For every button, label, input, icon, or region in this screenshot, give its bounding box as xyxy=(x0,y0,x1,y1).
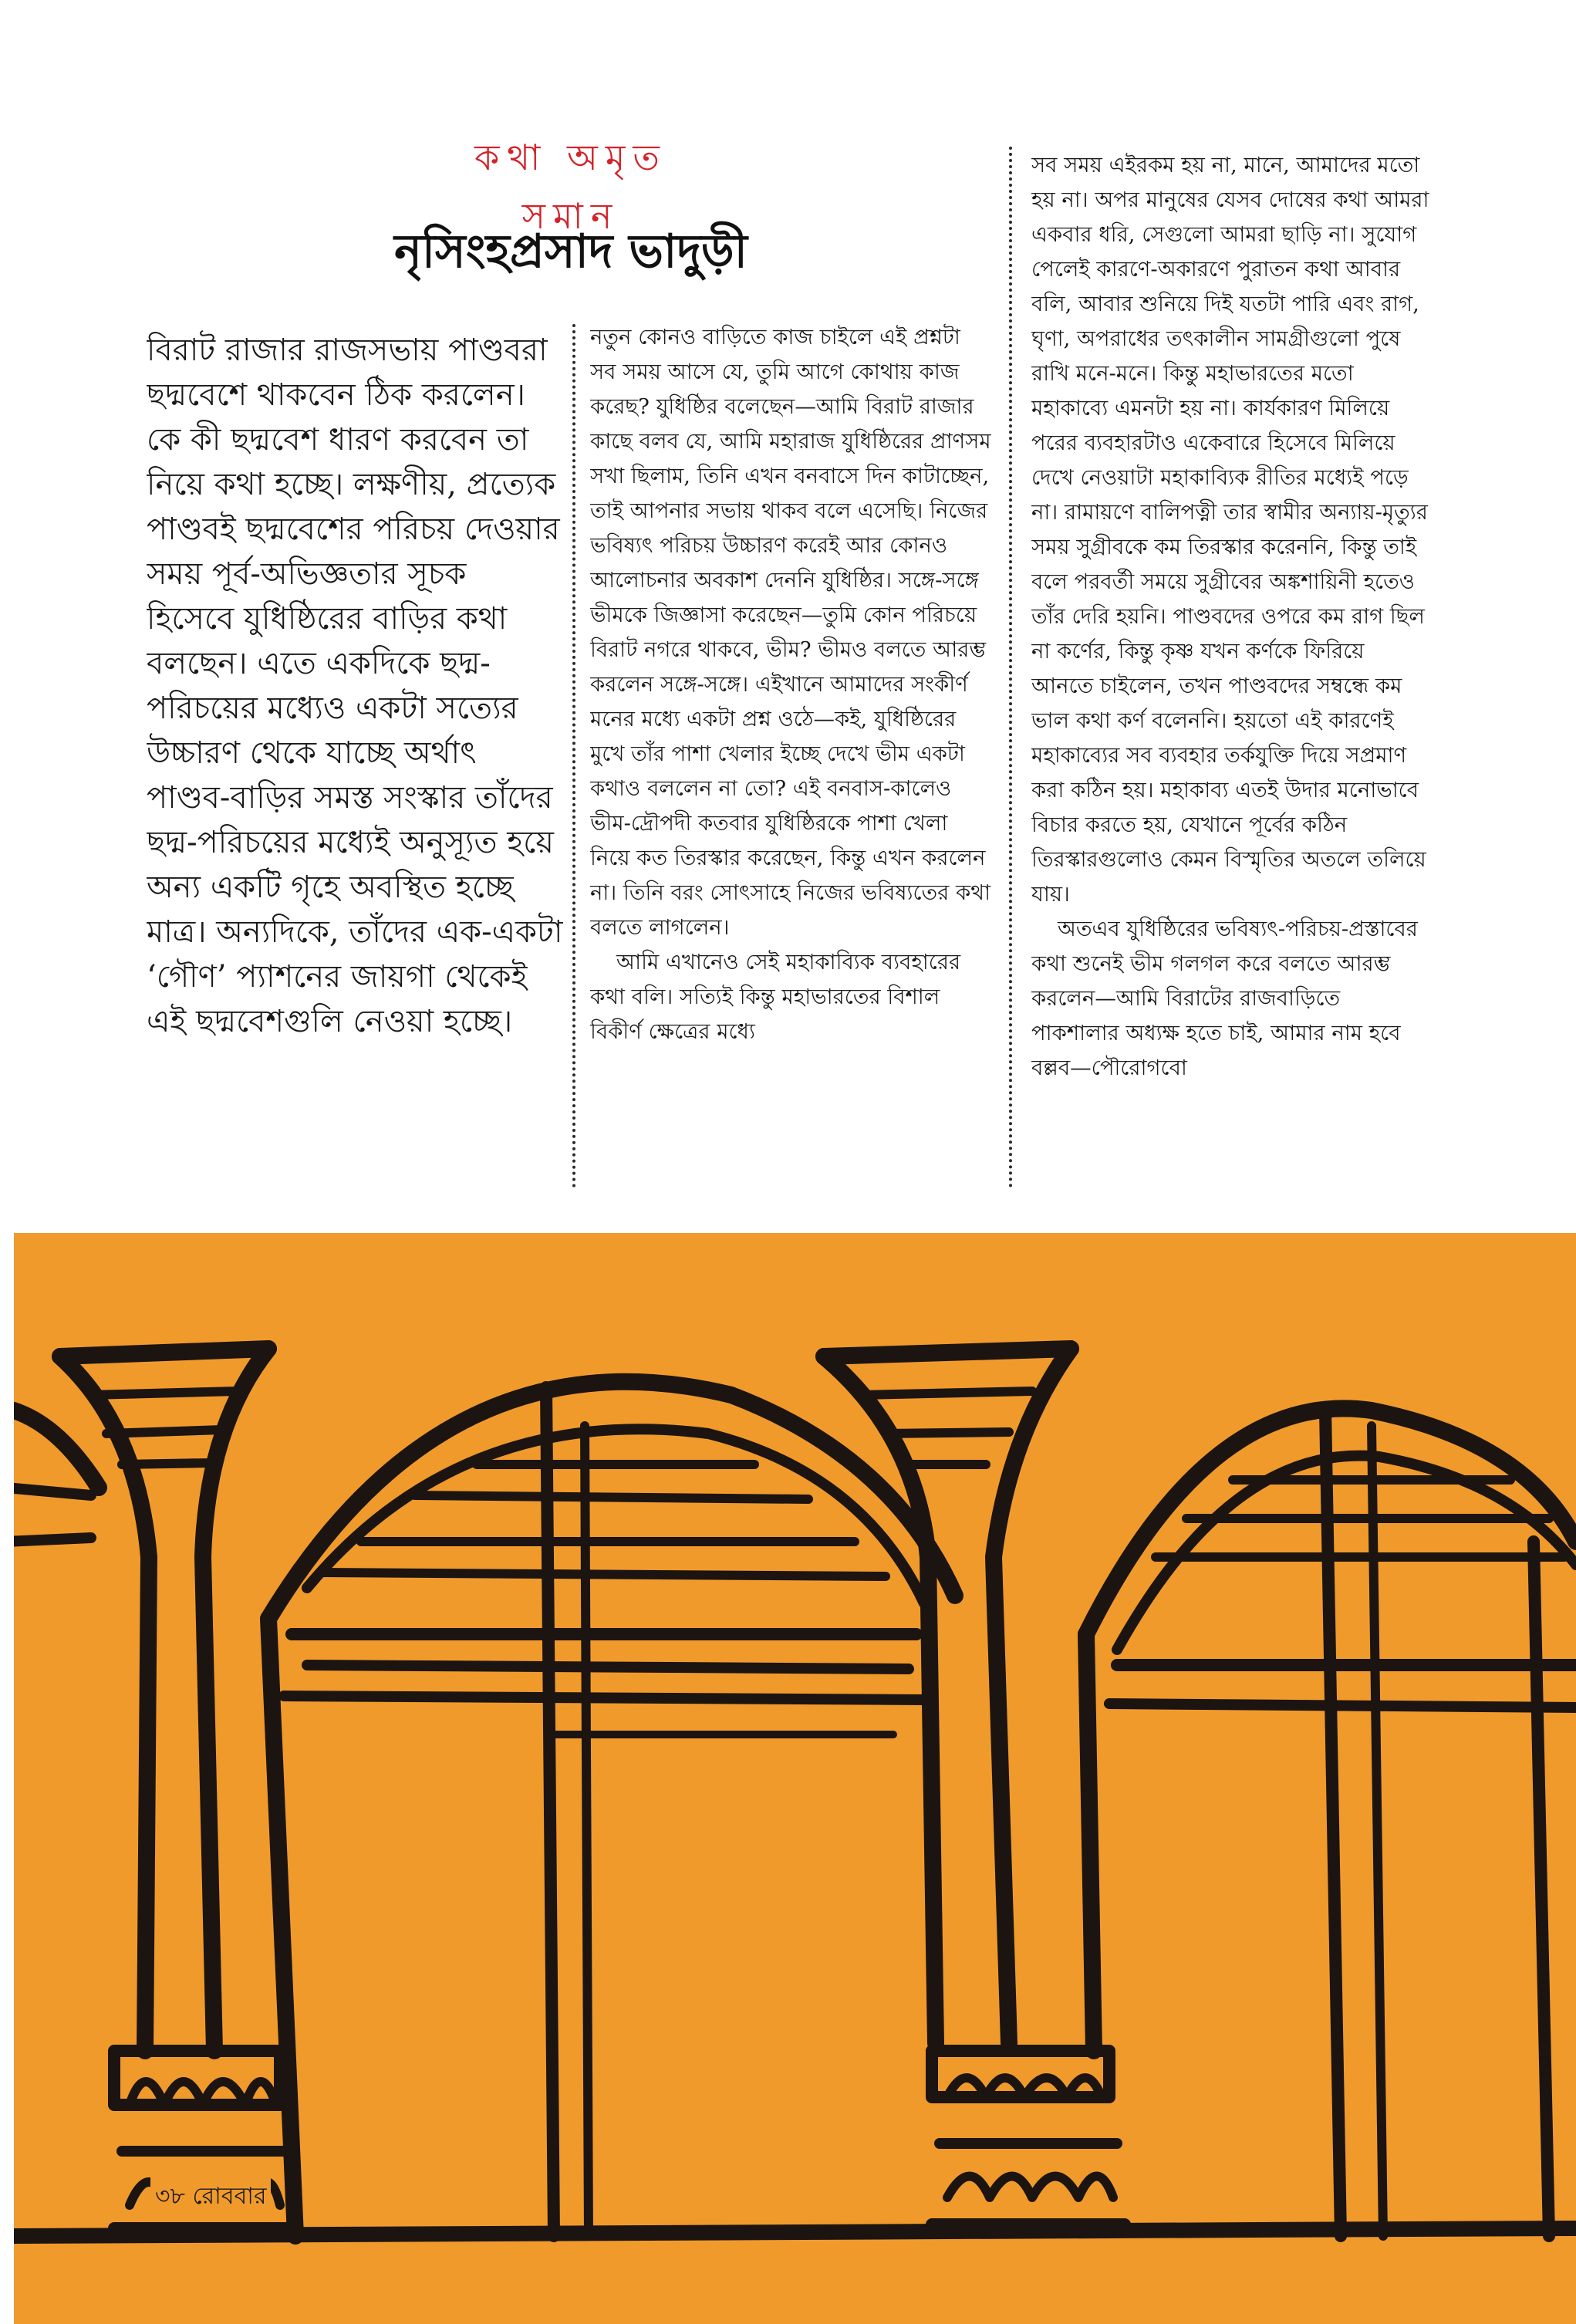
body-paragraph: সব সময় এইরকম হয় না, মানে, আমাদের মতো হয় না। অপর মানুষের যেসব দোষের কথা আমরা একবার ধরি, সেগুলো আমরা ছাড়ি না। সুযোগ পেলেই কারণে-অকারণে পুরাতন কথা আবার বলি, আবার শুনিয়ে দিই যতটা পারি এবং রাগ, ঘৃণা, অপরাধের তৎকালীন সামগ্রীগুলো পুষে রাখি মনে-মনে। কিন্তু মহাভারতের মতো মহাকাব্যে এমনটা হয় না। কার্যকারণ মিলিয়ে পরের ব্যবহারটাও একেবারে হিসেবে মিলিয়ে দেখে নেওয়াটা মহাকাব্যিক রীতির মধ্যেই পড়ে না। রামায়ণে বালিপত্নী তার স্বামীর অন্যায়-মৃত্যুর সময় সুগ্রীবকে কম তিরস্কার করেননি, কিন্তু তাই বলে পরবর্তী সময়ে সুগ্রীবের অঙ্কশায়িনী হতেও তাঁর দেরি হয়নি। পাণ্ডবদের ওপরে কম রাগ ছিল না কর্ণের, কিন্তু কৃষ্ণ যখন কর্ণকে ফিরিয়ে আনতে চাইলেন, তখন পাণ্ডবদের সম্বন্ধে কম ভাল কথা কর্ণ বলেননি। হয়তো এই কারণেই মহাকাব্যের সব ব্যবহার তর্কযুক্তি দিয়ে সপ্রমাণ করা কঠিন হয়। মহাকাব্য এতই উদার মনোভাবে বিচার করতে হয়, যেখানে পূর্বের কঠিন তিরস্কারগুলোও কেমন বিস্মৃতির অতলে তলিয়ে যায়। xyxy=(1031,153,1429,907)
body-column-2 xyxy=(1031,148,1433,1197)
series-title: কথা অমৃত সমান xyxy=(474,137,667,237)
body-paragraph: অতএব যুধিষ্ঠিরের ভবিষ্যৎ-পরিচয়-প্রস্তাবের কথা শুনেই ভীম গলগল করে বলতে আরম্ভ করলেন—আমি বিরাটের রাজবাড়িতে পাকশালার অধ্যক্ষ হতে চাই, আমার নাম হবে বল্লব—পৌরোগবো xyxy=(1031,917,1418,1080)
body-column-1 xyxy=(590,320,991,1196)
column-divider xyxy=(1009,147,1012,1188)
arches-illustration xyxy=(14,1233,1576,2324)
arches-drawing xyxy=(14,1233,1576,2324)
lede-paragraph: বিরাট রাজার রাজসভায় পাণ্ডবরা ছদ্মবেশে থাকবেন ঠিক করলেন। কে কী ছদ্মবেশ ধারণ করবেন তা নিয়ে কথা হচ্ছে। লক্ষণীয়, প্রত্যেক পাণ্ডবই ছদ্মবেশের পরিচয় দেওয়ার সময় পূর্ব-অভিজ্ঞতার সূচক হিসেবে যুধিষ্ঠিরের বাড়ির কথা বলছেন। এতে একদিকে ছদ্ম-পরিচয়ের মধ্যেও একটা সত্যের উচ্চারণ থেকে যাচ্ছে অর্থাৎ পাণ্ডব-বাড়ির সমস্ত সংস্কার তাঁদের ছদ্ম-পরিচয়ের মধ্যেই অনুস্যূত হয়ে অন্য একটি গৃহে অবস্থিত হচ্ছে মাত্র। অন্যদিকে, তাঁদের এক-একটা ‘গৌণ’ প্যাশনের জায়গা থেকেই এই ছদ্মবেশগুলি নেওয়া হচ্ছে। xyxy=(147,333,563,1039)
body-paragraph: নতুন কোনও বাড়িতে কাজ চাইলে এই প্রশ্নটা সব সময় আসে যে, তুমি আগে কোথায় কাজ করেছ? যুধিষ্ঠির বলেছেন—আমি বিরাট রাজার কাছে বলব যে, আমি মহারাজ যুধিষ্ঠিরের প্রাণসম সখা ছিলাম, তিনি এখন বনবাসে দিন কাটাচ্ছেন, তাই আপনার সভায় থাকব বলে এসেছি। নিজের ভবিষ্যৎ পরিচয় উচ্চারণ করেই আর কোনও আলোচনার অবকাশ দেননি যুধিষ্ঠির। সঙ্গে-সঙ্গে ভীমকে জিজ্ঞাসা করেছেন—তুমি কোন পরিচয়ে বিরাট নগরে থাকবে, ভীম? ভীমও বলতে আরম্ভ করলেন সঙ্গে-সঙ্গে। এইখানে আমাদের সংকীর্ণ মনের মধ্যে একটা প্রশ্ন ওঠে—কই, যুধিষ্ঠিরের মুখে তাঁর পাশা খেলার ইচ্ছে দেখে ভীম একটা কথাও বললেন না তো? এই বনবাস-কালেও ভীম-দ্রৌপদী কতবার যুধিষ্ঠিরকে পাশা খেলা নিয়ে কত তিরস্কার করেছেন, কিন্তু এখন করলেন না। তিনি বরং সোৎসাহে নিজের ভবিষ্যতের কথা বলতে লাগলেন। xyxy=(590,325,991,940)
page-folio: ৩৮ রোববার xyxy=(150,2177,271,2217)
body-paragraph: আমি এখানেও সেই মহাকাব্যিক ব্যবহারের কথা বলি। সত্যিই কিন্তু মহাভারতের বিশাল বিকীর্ণ ক্ষেত্রের মধ্যে xyxy=(590,950,961,1044)
column-divider xyxy=(572,324,575,1188)
author-name: নৃসিংহপ্রসাদ ভাদুড়ী xyxy=(394,225,748,279)
